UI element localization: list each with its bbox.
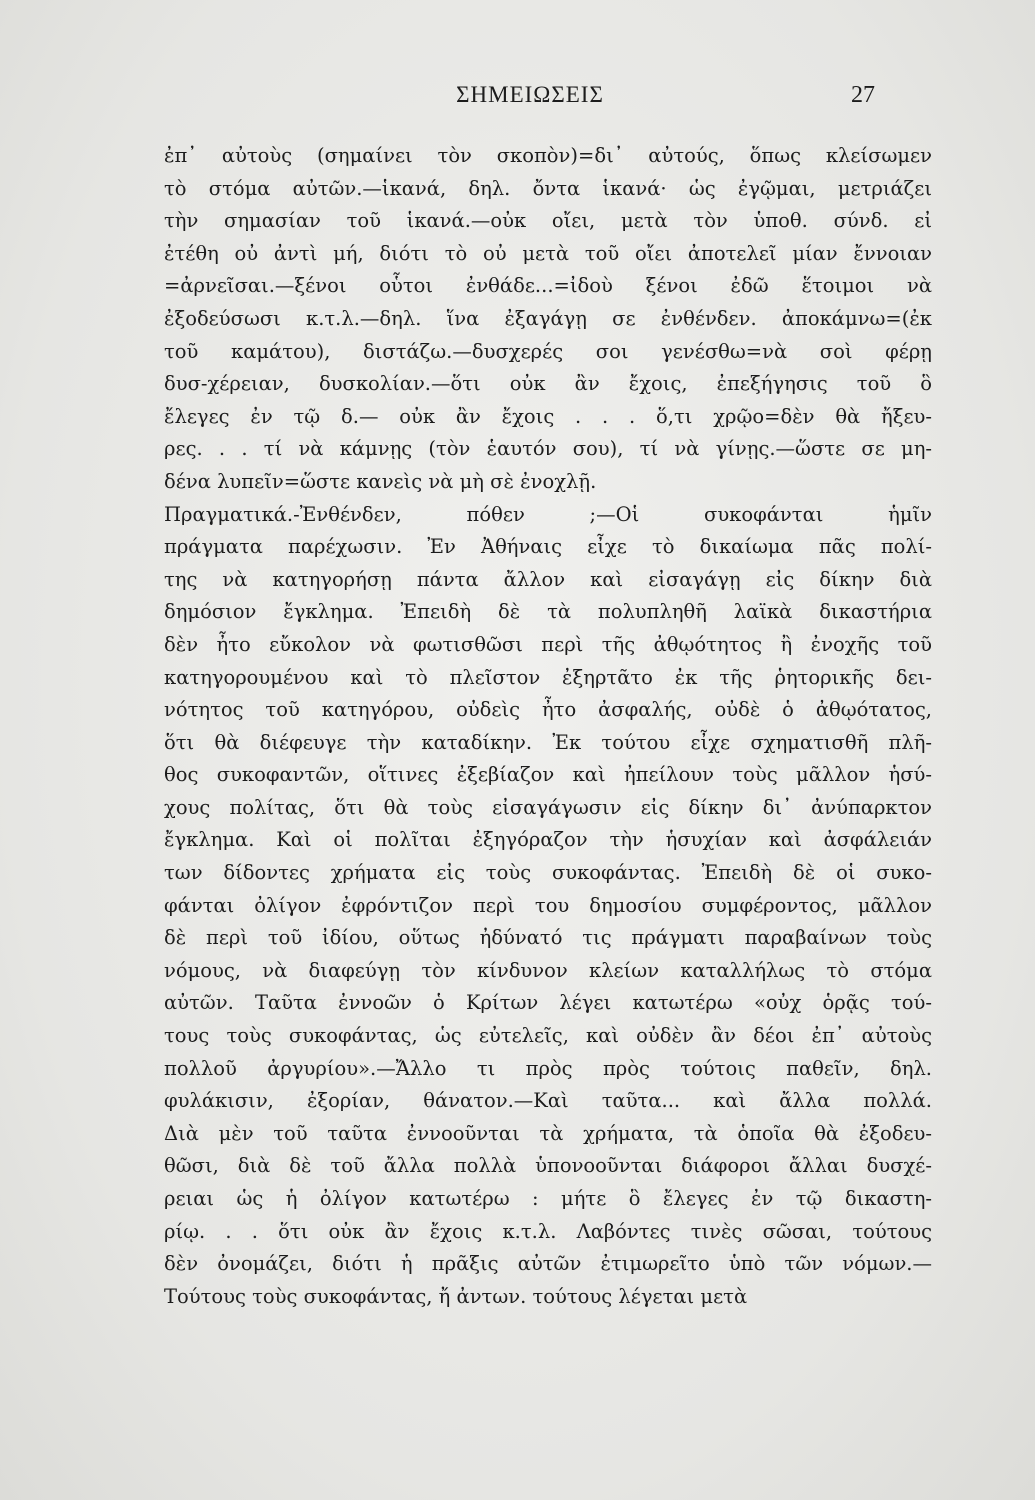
text-line: ἐξοδεύσωσι κ.τ.λ.—δηλ. ἵνα ἐξαγάγῃ σε ἐνθένδεν. ἀποκάμνω=(ἐκ xyxy=(164,306,932,330)
notes-text-block xyxy=(164,140,932,1313)
page-header xyxy=(0,82,1035,122)
text-line: κατηγορουμένου καὶ τὸ πλεῖστον ἐξηρτᾶτο ἐκ τῆς ῥητορικῆς δει- xyxy=(164,665,932,689)
text-line: νότητος τοῦ κατηγόρου, οὐδεὶς ἦτο ἀσφαλής, οὐδὲ ὁ ἀθῳότατος, xyxy=(164,698,932,722)
text-line: τοῦ καμάτου), διστάζω.—δυσχερές σοι γενέσθω=νὰ σοὶ φέρῃ xyxy=(164,339,932,363)
text-line: ὅτι θὰ διέφευγε τὴν καταδίκην. Ἐκ τούτου εἶχε σχηματισθῆ πλῆ- xyxy=(164,730,932,754)
text-line: ἐπ᾿ αὐτοὺς (σημαίνει τὸν σκοπὸν)=δι᾿ αὐτούς, ὅπως κλείσωμεν xyxy=(164,144,932,167)
text-line: δὲ περὶ τοῦ ἰδίου, οὕτως ἠδύνατό τις πράγματι παραβαίνων τοὺς xyxy=(164,926,932,950)
text-line: ἐτέθη οὐ ἀντὶ μή, διότι τὸ οὐ μετὰ τοῦ οἴει ἀποτελεῖ μίαν ἔννοιαν xyxy=(164,241,932,265)
text-line: =ἀρνεῖσαι.—ξένοι οὗτοι ἐνθάδε...=ἰδοὺ ξένοι ἐδῶ ἕτοιμοι νὰ xyxy=(164,274,932,298)
text-line: Διὰ μὲν τοῦ ταῦτα ἐννοοῦνται τὰ χρήματα, τὰ ὁποῖα θὰ ἐξοδευ- xyxy=(164,1121,932,1145)
text-line: τους τοὺς συκοφάντας, ὡς εὐτελεῖς, καὶ οὐδὲν ἂν δέοι ἐπ᾿ αὐτοὺς xyxy=(164,1024,932,1048)
text-line: ἔλεγες ἐν τῷ δ.— οὐκ ἂν ἔχοις . . . ὅ,τι χρῷο=δὲν θὰ ἤξευ- xyxy=(164,404,932,428)
text-line: δὲν ὀνομάζει, διότι ἡ πρᾶξις αὐτῶν ἐτιμωρεῖτο ὑπὸ τῶν νόμων.— xyxy=(164,1252,932,1276)
text-line: φυλάκισιν, ἐξορίαν, θάνατον.—Καὶ ταῦτα... καὶ ἄλλα πολλά. xyxy=(164,1089,932,1113)
text-line: Πραγματικά.-Ἐνθένδεν, πόθεν ;—Οἱ συκοφάνται ἡμῖν xyxy=(164,502,932,526)
text-line: φάνται ὀλίγον ἐφρόντιζον περὶ του δημοσίου συμφέροντος, μᾶλλον xyxy=(164,893,932,917)
text-line: δημόσιον ἔγκλημα. Ἐπειδὴ δὲ τὰ πολυπληθῆ λαϊκὰ δικαστήρια xyxy=(164,600,932,624)
text-line: θῶσι, διὰ δὲ τοῦ ἄλλα πολλὰ ὑπονοοῦνται διάφοροι ἄλλαι δυσχέ- xyxy=(164,1154,932,1178)
text-line: τὴν σημασίαν τοῦ ἱκανά.—οὐκ οἴει, μετὰ τὸν ὑποθ. σύνδ. εἰ xyxy=(164,209,932,233)
text-line: των δίδοντες χρήματα εἰς τοὺς συκοφάντας. Ἐπειδὴ δὲ οἱ συκο- xyxy=(164,861,932,885)
running-title: ΣΗΜΕΙΩΣΕΙΣ xyxy=(456,82,604,107)
text-line: ρες. . . τί νὰ κάμνῃς (τὸν ἑαυτόν σου), τί νὰ γίνῃς.—ὥστε σε μη- xyxy=(164,437,932,461)
text-line: Τούτους τοὺς συκοφάντας, ἤ ἀντων. τούτους λέγεται μετὰ xyxy=(164,1284,748,1308)
text-line: νόμους, νὰ διαφεύγῃ τὸν κίνδυνον κλείων καταλλήλως τὸ στόμα xyxy=(164,958,932,982)
page-number: 27 xyxy=(851,82,875,108)
text-line: πράγματα παρέχωσιν. Ἐν Ἀθήναις εἶχε τὸ δικαίωμα πᾶς πολί- xyxy=(164,535,932,559)
text-line: χους πολίτας, ὅτι θὰ τοὺς εἰσαγάγωσιν εἰς δίκην δι᾿ ἀνύπαρκτον xyxy=(164,795,932,819)
text-line: ἔγκλημα. Καὶ οἱ πολῖται ἐξηγόραζον τὴν ἡσυχίαν καὶ ἀσφάλειάν xyxy=(164,828,932,852)
text-line: πολλοῦ ἀργυρίου».—Ἄλλο τι πρὸς πρὸς τούτοις παθεῖν, δηλ. xyxy=(164,1056,932,1080)
text-line: ρειαι ὡς ἡ ὀλίγον κατωτέρω : μήτε ὃ ἔλεγες ἐν τῷ δικαστη- xyxy=(164,1187,932,1210)
text-line: δὲν ἦτο εὔκολον νὰ φωτισθῶσι περὶ τῆς ἀθῳότητος ἢ ἐνοχῆς τοῦ xyxy=(164,632,932,656)
text-line: δυσ-χέρειαν, δυσκολίαν.—ὅτι οὐκ ἂν ἔχοις, ἐπεξήγησις τοῦ ὃ xyxy=(164,372,932,396)
text-line: ρίῳ. . . ὅτι οὐκ ἂν ἔχοις κ.τ.λ. Λαβόντες τινὲς σῶσαι, τούτους xyxy=(164,1219,932,1243)
text-line: της νὰ κατηγορήσῃ πάντα ἄλλον καὶ εἰσαγάγῃ εἰς δίκην διὰ xyxy=(164,567,932,591)
text-line: αὐτῶν. Ταῦτα ἐννοῶν ὁ Κρίτων λέγει κατωτέρω «οὐχ ὁρᾷς τού- xyxy=(164,991,932,1015)
text-line: δένα λυπεῖν=ὥστε κανεὶς νὰ μὴ σὲ ἐνοχλῇ. xyxy=(164,469,597,493)
text-line: θος συκοφαντῶν, οἵτινες ἐξεβίαζον καὶ ἠπείλουν τοὺς μᾶλλον ἡσύ- xyxy=(164,763,932,787)
text-line: τὸ στόμα αὐτῶν.—ἱκανά, δηλ. ὄντα ἱκανά· ὡς ἐγῷμαι, μετριάζει xyxy=(164,176,932,200)
